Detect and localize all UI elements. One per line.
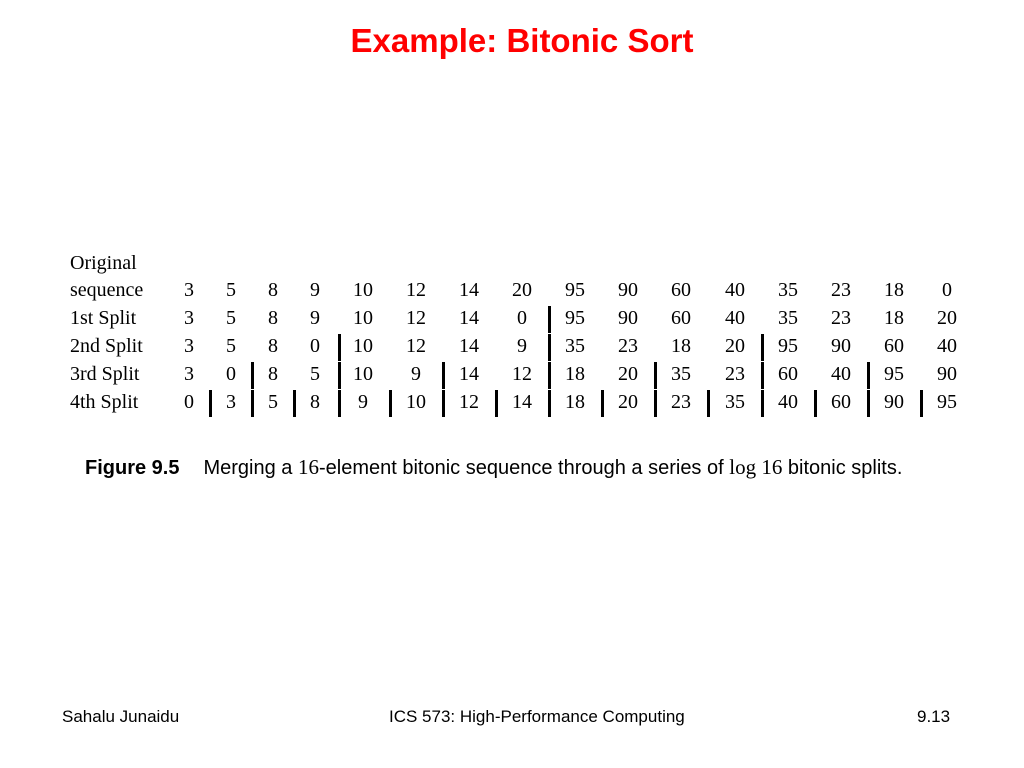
split-separator: [761, 390, 764, 417]
table-cell: 18: [565, 391, 585, 413]
table-cell: 3: [184, 279, 194, 301]
table-cell: 35: [725, 391, 745, 413]
caption-math-n: 16: [297, 455, 319, 479]
split-separator: [548, 306, 551, 333]
table-cell: 8: [268, 335, 278, 357]
split-separator: [338, 334, 341, 361]
table-cell: 95: [937, 391, 957, 413]
table-cell: 5: [226, 335, 236, 357]
table-cell: 10: [353, 279, 373, 301]
table-cell: 23: [618, 335, 638, 357]
table-cell: 9: [517, 335, 527, 357]
split-separator: [442, 390, 445, 417]
table-cell: 35: [565, 335, 585, 357]
table-cell: 20: [618, 363, 638, 385]
table-cell: 0: [517, 307, 527, 329]
table-cell: 9: [310, 279, 320, 301]
table-cell: 18: [884, 279, 904, 301]
table-cell: 23: [671, 391, 691, 413]
figure-caption: [85, 455, 902, 480]
table-cell: 14: [459, 363, 479, 385]
table-cell: 90: [937, 363, 957, 385]
table-cell: 35: [778, 307, 798, 329]
split-separator: [548, 334, 551, 361]
table-cell: 12: [459, 391, 479, 413]
row-label: 2nd Split: [70, 335, 143, 357]
split-separator: [814, 390, 817, 417]
table-cell: 18: [884, 307, 904, 329]
table-cell: 18: [565, 363, 585, 385]
table-cell: 8: [268, 279, 278, 301]
table-cell: 20: [937, 307, 957, 329]
table-cell: 10: [353, 363, 373, 385]
table-cell: 35: [778, 279, 798, 301]
table-cell: 9: [310, 307, 320, 329]
table-cell: 5: [226, 279, 236, 301]
footer-author: Sahalu Junaidu: [62, 707, 180, 726]
table-cell: 12: [406, 335, 426, 357]
split-separator: [293, 390, 296, 417]
table-cell: 0: [942, 279, 952, 301]
table-cell: 8: [268, 363, 278, 385]
table-cell: 10: [406, 391, 426, 413]
split-separator: [654, 362, 657, 389]
split-separator: [338, 390, 341, 417]
split-separator: [761, 334, 764, 361]
table-cell: 9: [358, 391, 368, 413]
table-cell: 90: [618, 279, 638, 301]
split-separator: [495, 390, 498, 417]
table-cell: 14: [512, 391, 532, 413]
split-separator: [761, 362, 764, 389]
table-cell: 90: [831, 335, 851, 357]
split-separator: [209, 390, 212, 417]
table-cell: 0: [310, 335, 320, 357]
caption-text-after: bitonic splits.: [782, 457, 903, 479]
table-cell: 20: [725, 335, 745, 357]
row-label: Original: [70, 252, 137, 274]
table-cell: 40: [778, 391, 798, 413]
table-cell: 9: [411, 363, 421, 385]
table-cell: 3: [184, 335, 194, 357]
table-cell: 0: [226, 363, 236, 385]
table-cell: 35: [671, 363, 691, 385]
table-cell: 95: [778, 335, 798, 357]
caption-text-before: Merging a: [203, 457, 298, 479]
table-cell: 20: [512, 279, 532, 301]
table-cell: 60: [884, 335, 904, 357]
table-cell: 23: [831, 279, 851, 301]
table-cell: 90: [884, 391, 904, 413]
row-label: 1st Split: [70, 307, 137, 329]
table-cell: 10: [353, 307, 373, 329]
caption-text-middle: -element bitonic sequence through a series of: [318, 457, 730, 479]
row-label: sequence: [70, 279, 144, 301]
table-cell: 12: [406, 279, 426, 301]
table-cell: 23: [831, 307, 851, 329]
footer-page-number: 9.13: [917, 707, 951, 726]
table-cell: 40: [725, 307, 745, 329]
table-cell: 40: [937, 335, 957, 357]
slide-title: Example: Bitonic Sort: [350, 22, 694, 59]
split-separator: [251, 362, 254, 389]
table-cell: 14: [459, 307, 479, 329]
table-cell: 60: [671, 279, 691, 301]
row-label: 4th Split: [70, 391, 139, 413]
table-cell: 60: [831, 391, 851, 413]
table-cell: 95: [565, 279, 585, 301]
table-cell: 0: [184, 391, 194, 413]
caption-math-log: log 16: [729, 455, 783, 479]
table-cell: 5: [268, 391, 278, 413]
table-cell: 8: [310, 391, 320, 413]
table-cell: 10: [353, 335, 373, 357]
split-separator: [920, 390, 923, 417]
table-cell: 3: [184, 363, 194, 385]
table-cell: 8: [268, 307, 278, 329]
table-cell: 14: [459, 335, 479, 357]
table-cell: 18: [671, 335, 691, 357]
table-cell: 60: [778, 363, 798, 385]
table-cell: 23: [725, 363, 745, 385]
split-separator: [548, 362, 551, 389]
split-separator: [548, 390, 551, 417]
split-separator: [867, 390, 870, 417]
footer-course: ICS 573: High-Performance Computing: [389, 707, 685, 726]
table-cell: 40: [831, 363, 851, 385]
row-label: 3rd Split: [70, 363, 140, 385]
split-separator: [707, 390, 710, 417]
table-cell: 20: [618, 391, 638, 413]
split-separator: [389, 390, 392, 417]
table-cell: 12: [512, 363, 532, 385]
split-separator: [251, 390, 254, 417]
split-separator: [867, 362, 870, 389]
table-cell: 3: [184, 307, 194, 329]
split-separator: [442, 362, 445, 389]
table-cell: 95: [884, 363, 904, 385]
figure-label: Figure 9.5: [85, 457, 180, 479]
split-separator: [601, 390, 604, 417]
table-cell: 40: [725, 279, 745, 301]
table-cell: 95: [565, 307, 585, 329]
split-separator: [654, 390, 657, 417]
table-cell: 5: [226, 307, 236, 329]
table-cell: 3: [226, 391, 236, 413]
table-cell: 60: [671, 307, 691, 329]
table-cell: 90: [618, 307, 638, 329]
table-cell: 5: [310, 363, 320, 385]
table-cell: 12: [406, 307, 426, 329]
table-cell: 14: [459, 279, 479, 301]
split-separator: [338, 362, 341, 389]
